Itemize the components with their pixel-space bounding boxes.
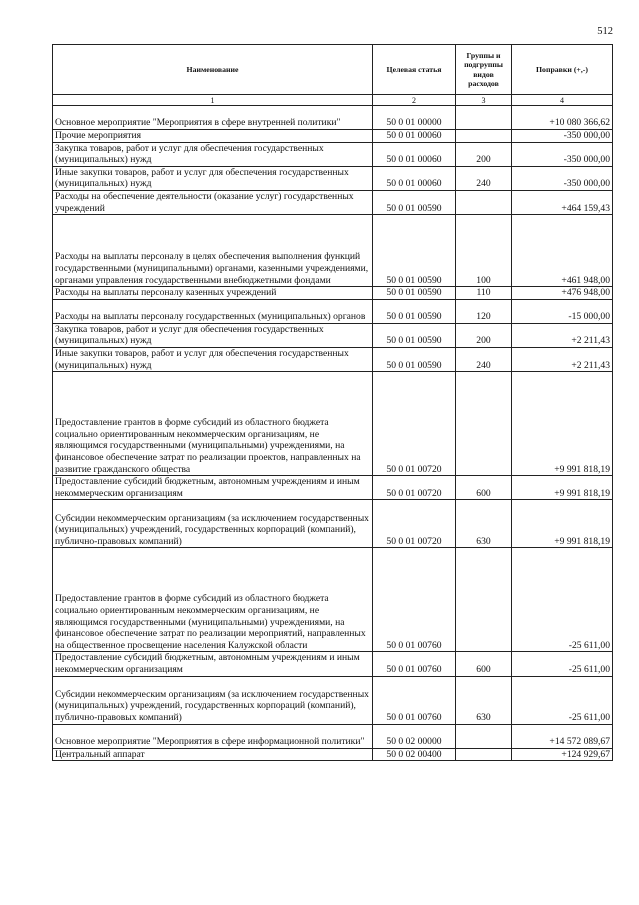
header-amendment: Поправки (+,-): [512, 45, 613, 95]
row-name: Основное мероприятие "Мероприятия в сфере информационной политики": [53, 724, 373, 748]
row-target-code: 50 0 01 00720: [373, 476, 456, 500]
header-name: Наименование: [53, 45, 373, 95]
row-group-code: 240: [456, 347, 512, 371]
row-target-code: 50 0 02 00400: [373, 748, 456, 761]
row-amount: +9 991 818,19: [512, 372, 613, 476]
row-group-code: 110: [456, 287, 512, 300]
row-group-code: [456, 190, 512, 214]
row-target-code: 50 0 01 00000: [373, 106, 456, 130]
row-target-code: 50 0 01 00590: [373, 323, 456, 347]
column-number: 4: [512, 95, 613, 106]
row-group-code: [456, 372, 512, 476]
table-row: [53, 142, 613, 166]
row-target-code: 50 0 01 00590: [373, 347, 456, 371]
table-row: [53, 299, 613, 323]
row-name: Прочие мероприятия: [53, 130, 373, 143]
row-target-code: 50 0 01 00760: [373, 676, 456, 724]
row-amount: +14 572 089,67: [512, 724, 613, 748]
row-group-code: 120: [456, 299, 512, 323]
row-target-code: 50 0 01 00760: [373, 652, 456, 676]
header-group: Группы и подгруппы видов расходов: [456, 45, 512, 95]
row-target-code: 50 0 01 00720: [373, 500, 456, 548]
table-row: [53, 106, 613, 130]
row-target-code: 50 0 01 00720: [373, 372, 456, 476]
row-amount: -25 611,00: [512, 652, 613, 676]
row-amount: -15 000,00: [512, 299, 613, 323]
row-amount: -350 000,00: [512, 166, 613, 190]
row-target-code: 50 0 02 00000: [373, 724, 456, 748]
row-name: Основное мероприятие "Мероприятия в сфере внутренней политики": [53, 106, 373, 130]
header-row: [53, 45, 613, 95]
row-name: Центральный аппарат: [53, 748, 373, 761]
budget-amendments-table: [52, 44, 613, 761]
row-name: Предоставление грантов в форме субсидий из областного бюджета социально ориентированным некоммерческим организациям, не являющимся государственными (муниципальными) учреждениями, на финансовое обеспечение затрат по реализации мероприятий, направленных на общественное просвещение населения Калужской области: [53, 548, 373, 652]
table-row: [53, 476, 613, 500]
row-name: Иные закупки товаров, работ и услуг для обеспечения государственных (муниципальных) нужд: [53, 166, 373, 190]
row-name: Предоставление субсидий бюджетным, автономным учреждениям и иным некоммерческим организациям: [53, 476, 373, 500]
row-group-code: 200: [456, 142, 512, 166]
row-amount: +464 159,43: [512, 190, 613, 214]
table-row: [53, 130, 613, 143]
row-group-code: 240: [456, 166, 512, 190]
table-row: [53, 166, 613, 190]
row-name: Предоставление субсидий бюджетным, автономным учреждениям и иным некоммерческим организациям: [53, 652, 373, 676]
row-amount: +9 991 818,19: [512, 476, 613, 500]
row-group-code: [456, 106, 512, 130]
row-amount: +9 991 818,19: [512, 500, 613, 548]
row-amount: +2 211,43: [512, 323, 613, 347]
row-group-code: [456, 748, 512, 761]
row-name: Закупка товаров, работ и услуг для обеспечения государственных (муниципальных) нужд: [53, 323, 373, 347]
row-target-code: 50 0 01 00060: [373, 142, 456, 166]
page-number: 512: [597, 26, 613, 37]
row-name: Расходы на выплаты персоналу в целях обеспечения выполнения функций государственными (муниципальными) органами, казенными учреждениями, органами управления государственными внебюджетными фондами: [53, 215, 373, 287]
row-target-code: 50 0 01 00060: [373, 130, 456, 143]
row-amount: +10 080 366,62: [512, 106, 613, 130]
row-target-code: 50 0 01 00590: [373, 190, 456, 214]
row-name: Субсидии некоммерческим организациям (за исключением государственных (муниципальных) учреждений, государственных корпораций (компаний), публично-правовых компаний): [53, 500, 373, 548]
row-group-code: 200: [456, 323, 512, 347]
table-row: [53, 347, 613, 371]
row-group-code: 630: [456, 500, 512, 548]
row-group-code: [456, 724, 512, 748]
table-row: [53, 215, 613, 287]
table-body: [53, 106, 613, 761]
table-row: [53, 548, 613, 652]
table-row: [53, 287, 613, 300]
row-target-code: 50 0 01 00590: [373, 215, 456, 287]
row-name: Субсидии некоммерческим организациям (за исключением государственных (муниципальных) учреждений, государственных корпораций (компаний), публично-правовых компаний): [53, 676, 373, 724]
table-row: [53, 748, 613, 761]
row-name: Закупка товаров, работ и услуг для обеспечения государственных (муниципальных) нужд: [53, 142, 373, 166]
column-number: 1: [53, 95, 373, 106]
table-row: [53, 372, 613, 476]
row-group-code: 630: [456, 676, 512, 724]
row-group-code: [456, 548, 512, 652]
row-group-code: 100: [456, 215, 512, 287]
column-number: 3: [456, 95, 512, 106]
row-name: Расходы на выплаты персоналу государственных (муниципальных) органов: [53, 299, 373, 323]
column-number: 2: [373, 95, 456, 106]
row-group-code: 600: [456, 652, 512, 676]
header-target: Целевая статья: [373, 45, 456, 95]
row-amount: -350 000,00: [512, 130, 613, 143]
row-name: Расходы на обеспечение деятельности (оказание услуг) государственных учреждений: [53, 190, 373, 214]
row-amount: +476 948,00: [512, 287, 613, 300]
table-row: [53, 724, 613, 748]
table-row: [53, 500, 613, 548]
row-group-code: [456, 130, 512, 143]
row-amount: -25 611,00: [512, 676, 613, 724]
row-name: Иные закупки товаров, работ и услуг для обеспечения государственных (муниципальных) нужд: [53, 347, 373, 371]
table-row: [53, 652, 613, 676]
row-amount: -350 000,00: [512, 142, 613, 166]
row-target-code: 50 0 01 00590: [373, 287, 456, 300]
row-target-code: 50 0 01 00760: [373, 548, 456, 652]
column-number-row: [53, 95, 613, 106]
table-row: [53, 676, 613, 724]
row-name: Расходы на выплаты персоналу казенных учреждений: [53, 287, 373, 300]
table-row: [53, 190, 613, 214]
row-amount: -25 611,00: [512, 548, 613, 652]
row-amount: +124 929,67: [512, 748, 613, 761]
row-name: Предоставление грантов в форме субсидий из областного бюджета социально ориентированным некоммерческим организациям, не являющимся государственными (муниципальными) учреждениями, на финансовое обеспечение затрат по реализации проектов, направленных на развитие гражданского общества: [53, 372, 373, 476]
row-target-code: 50 0 01 00060: [373, 166, 456, 190]
row-amount: +461 948,00: [512, 215, 613, 287]
table-row: [53, 323, 613, 347]
row-amount: +2 211,43: [512, 347, 613, 371]
row-group-code: 600: [456, 476, 512, 500]
row-target-code: 50 0 01 00590: [373, 299, 456, 323]
